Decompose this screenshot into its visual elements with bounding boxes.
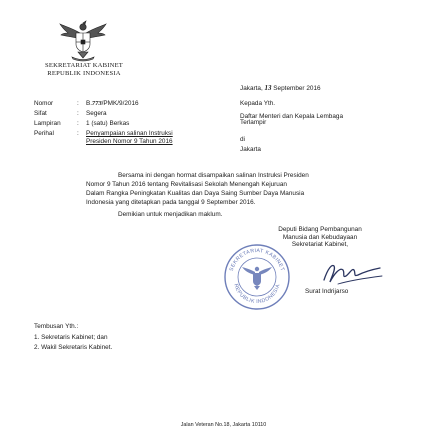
cc-item: 2. Wakil Sekretaris Kabinet.	[34, 344, 113, 351]
recipient-name-line1: Daftar Menteri dan Kepala Lembaga	[240, 113, 344, 120]
handwritten-signature	[318, 258, 388, 288]
footer-address: Jalan Veteran No.18, Jakarta 10110	[180, 422, 267, 428]
place-date	[240, 85, 321, 93]
institution-name	[30, 62, 138, 78]
recipient-name	[240, 113, 343, 127]
perihal-line1: Penyampaian salinan Instruksi	[86, 130, 173, 137]
field-value-sifat: Segera	[86, 110, 107, 117]
field-value-nomor	[86, 100, 139, 108]
body-line2: Nomor 9 Tahun 2016 tentang Revitalisasi Sekolah Menengah Kejuruan	[86, 181, 287, 188]
date-day: 13	[264, 84, 272, 92]
recipient-di: di	[240, 136, 245, 143]
field-label-sifat: Sifat	[34, 110, 47, 117]
signature-title-line3: Sekretariat Kabinet,	[291, 241, 349, 249]
field-colon: :	[77, 110, 79, 117]
nomor-prefix: B.	[86, 100, 93, 107]
official-stamp-icon	[222, 242, 292, 312]
field-value-lampiran: 1 (satu) Berkas	[86, 120, 130, 127]
field-colon: :	[77, 100, 79, 107]
cc-item: 1. Sekretaris Kabinet; dan	[34, 334, 108, 341]
field-label-lampiran: Lampiran	[34, 120, 61, 127]
body-line4: Indonesia yang ditetapkan pada tanggal 9 September 2016.	[86, 199, 256, 206]
signature-title-line2: Manusia dan Kebudayaan	[282, 233, 358, 241]
field-colon: :	[77, 120, 79, 127]
cc-heading: Tembusan Yth.:	[34, 323, 79, 330]
field-label-nomor: Nomor	[34, 100, 54, 107]
nomor-hand: 773	[92, 100, 102, 107]
body-line3: Dalam Rangka Peningkatan Kualitas dan Daya Saing Sumber Daya Manusia	[86, 190, 305, 197]
field-label-perihal: Perihal	[34, 130, 54, 137]
perihal-line2: Presiden Nomor 9 Tahun 2016	[86, 137, 173, 145]
recipient-greeting: Kepada Yth.	[240, 100, 276, 107]
institution-line2: REPUBLIK INDONESIA	[47, 69, 121, 77]
garuda-emblem-icon	[58, 20, 108, 62]
body-line1: Bersama ini dengan hormat disampaikan salinan Instruksi Presiden	[118, 172, 309, 179]
stamp-text-bottom: REPUBLIK INDONESIA	[232, 283, 282, 306]
stamp-text-top: SEKRETARIAT KABINET	[228, 247, 286, 272]
institution-line1: SEKRETARIAT KABINET	[44, 62, 124, 69]
signature-title-line1: Deputi Bidang Pembangunan	[278, 226, 362, 233]
nomor-suffix: /PMK/9/2016	[101, 100, 139, 107]
field-colon: :	[77, 130, 79, 137]
body-closing: Demikian untuk menjadikan maklum.	[118, 211, 223, 218]
signatory-name: Surat Indrijarso	[305, 288, 349, 295]
date-city: Jakarta,	[240, 85, 263, 92]
field-value-perihal	[86, 130, 173, 145]
recipient-name-line2: Terlampir	[240, 119, 267, 127]
recipient-location: Jakarta	[240, 146, 261, 153]
date-month-year: September 2016	[273, 85, 321, 92]
